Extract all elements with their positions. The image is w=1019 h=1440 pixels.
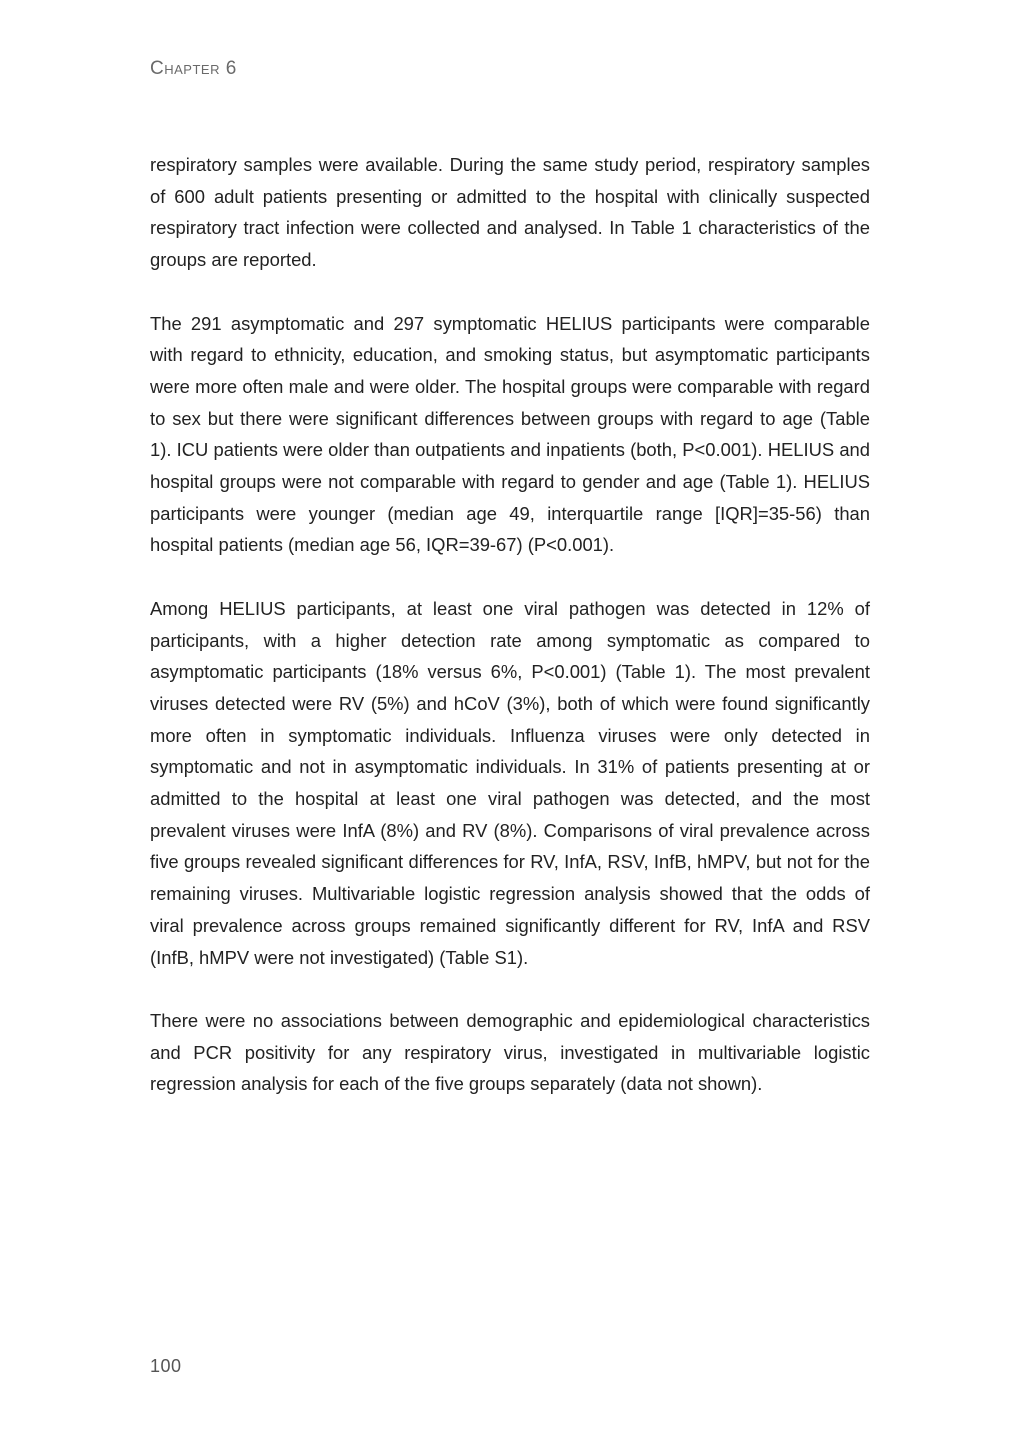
paragraph: Among HELIUS participants, at least one viral pathogen was detected in 12% of participants, with a higher detection rate among symptomatic as compared to asymptomatic participants (18% versus 6%, P<0.001) (Table 1). The most prevalent viruses detected were RV (5%) and hCoV (3%), both of which were found significantly more often in symptomatic individuals. Influenza viruses were only detected in symptomatic and not in asymptomatic individuals. In 31% of patients presenting at or admitted to the hospital at least one viral pathogen was detected, and the most prevalent viruses were InfA (8%) and RV (8%). Comparisons of viral prevalence across five groups revealed significant differences for RV, InfA, RSV, InfB, hMPV, but not for the remaining viruses. Multivariable logistic regression analysis showed that the odds of viral prevalence across groups remained significantly different for RV, InfA and RSV (InfB, hMPV were not investigated) (Table S1). [150,597,870,968]
paragraph: There were no associations between demographic and epidemiological characteristics and PCR positivity for any respiratory virus, investigated in multivariable logistic regression analysis for each of the five groups separately (data not shown). [150,1009,870,1095]
paragraph: respiratory samples were available. During the same study period, respiratory samples of 600 adult patients presenting or admitted to the hospital with clinically suspected respiratory tract infection were collected and analysed. In Table 1 characteristics of the groups are reported. [150,154,870,271]
body-text [150,149,870,1132]
page-number: 100 [150,1356,182,1376]
paragraph: The 291 asymptomatic and 297 symptomatic HELIUS participants were comparable with regard to ethnicity, education, and smoking status, but asymptomatic participants were more often male and were older. The hospital groups were comparable with regard to sex but there were significant differences between groups with regard to age (Table 1). ICU patients were older than outpatients and inpatients (both, P<0.001). HELIUS and hospital groups were not comparable with regard to gender and age (Table 1). HELIUS participants were younger (median age 49, interquartile range [IQR]=35-56) than hospital patients (median age 56, IQR=39-67) (P<0.001). [150,312,870,556]
running-head-chapter: Chapter 6 [150,58,237,79]
